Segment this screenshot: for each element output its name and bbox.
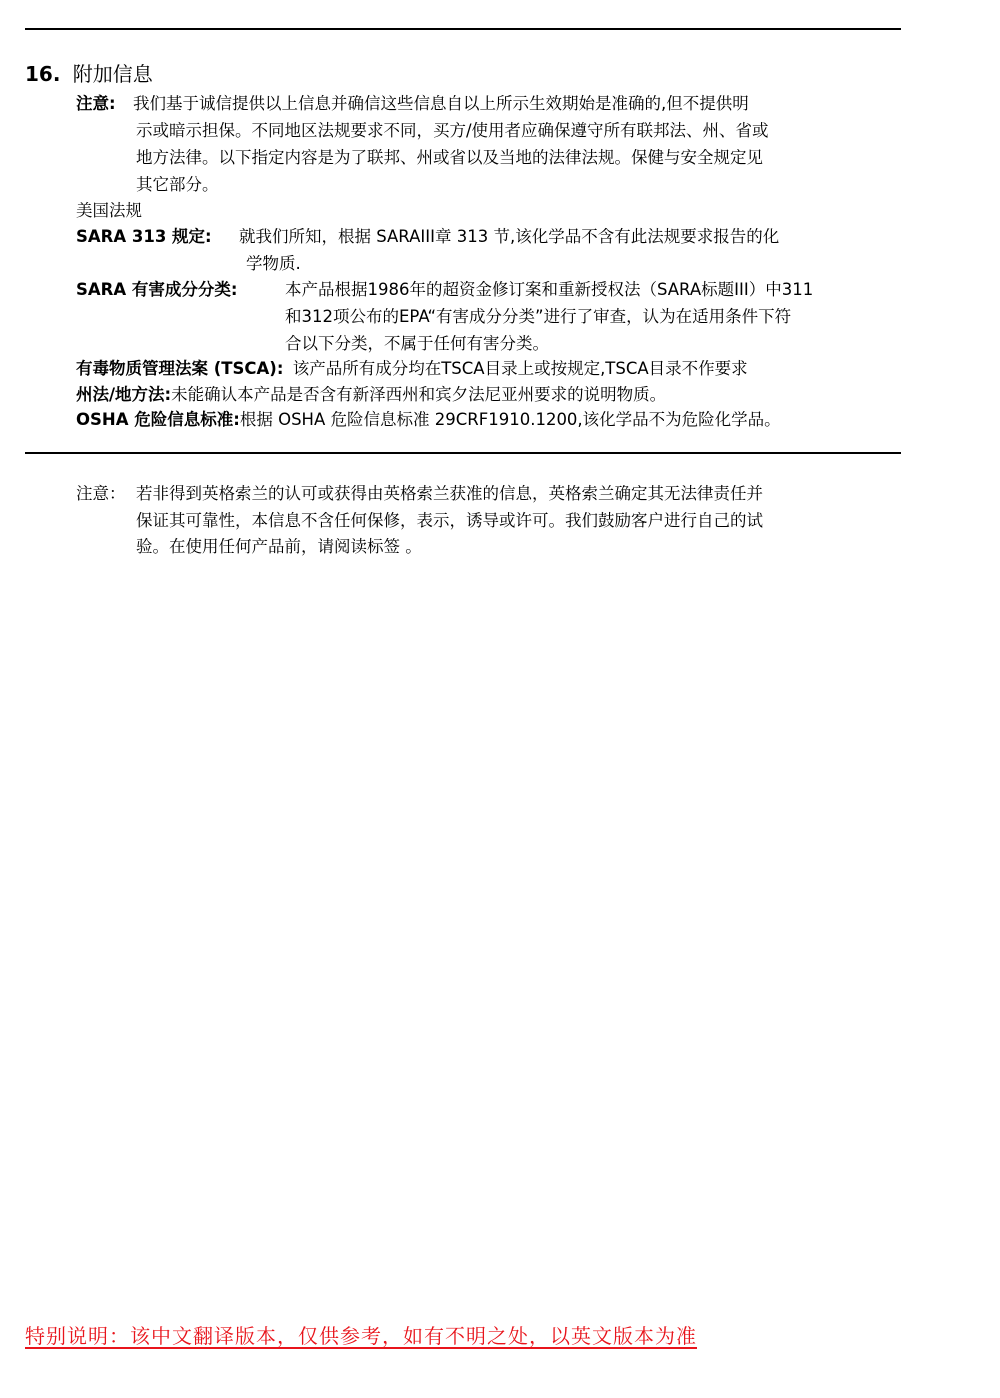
state-label: 州法/地方法: xyxy=(76,385,172,404)
tsca-label: 有毒物质管理法案 (TSCA): xyxy=(76,359,284,378)
sara313-line-1: 就我们所知，根据 SARAIII章 313 节,该化学品不含有此法规要求报告的化 xyxy=(239,227,780,246)
notice1-line-4: 其它部分。 xyxy=(136,175,219,194)
notice1-line-2: 示或暗示担保。不同地区法规要求不同，买方/使用者应确保遵守所有联邦法、州、省或 xyxy=(136,121,769,140)
state-text: 未能确认本产品是否含有新泽西州和宾夕法尼亚州要求的说明物质。 xyxy=(171,385,667,404)
sara-hazard-label: SARA 有害成分分类: xyxy=(76,280,238,299)
sara-hazard-line-2: 和312项公布的EPA“有害成分分类”进行了审查，认为在适用条件下符 xyxy=(285,307,792,326)
sara-hazard-line-3: 合以下分类，不属于任何有害分类。 xyxy=(285,334,549,353)
tsca-row xyxy=(76,355,748,382)
notice1-line-3: 地方法律。以下指定内容是为了联邦、州或省以及当地的法律法规。保健与安全规定见 xyxy=(136,148,763,167)
notice2-line-2: 保证其可靠性，本信息不含任何保修，表示，诱导或许可。我们鼓励客户进行自己的试 xyxy=(136,511,763,530)
notice1-label: 注意: xyxy=(76,94,116,113)
notice2-label: 注意： xyxy=(76,484,126,503)
us-regulations-heading: 美国法规 xyxy=(76,201,142,220)
notice1-line-1: 我们基于诚信提供以上信息并确信这些信息自以上所示生效期始是准确的,但不提供明 xyxy=(133,94,749,113)
middle-divider xyxy=(25,452,901,454)
top-divider xyxy=(25,28,901,30)
sara313-line-2: 学物质. xyxy=(246,254,301,273)
state-row xyxy=(76,381,666,408)
section-number: 16. xyxy=(25,62,61,86)
osha-row xyxy=(76,406,781,433)
sara-hazard-line-1: 本产品根据1986年的超资金修订案和重新授权法（SARA标题III）中311 xyxy=(285,280,814,299)
tsca-text: 该产品所有成分均在TSCA目录上或按规定,TSCA目录不作要求 xyxy=(292,359,748,378)
section-heading xyxy=(25,60,153,88)
osha-text: 根据 OSHA 危险信息标准 29CRF1910.1200,该化学品不为危险化学品。 xyxy=(239,410,781,429)
notice2-line-3: 验。在使用任何产品前，请阅读标签 。 xyxy=(136,537,422,556)
translation-disclaimer: 特别说明：该中文翻译版本，仅供参考，如有不明之处，以英文版本为准 xyxy=(25,1324,697,1348)
osha-label: OSHA 危险信息标准: xyxy=(76,410,240,429)
section-title: 附加信息 xyxy=(72,62,153,86)
notice2-line-1: 若非得到英格索兰的认可或获得由英格索兰获准的信息，英格索兰确定其无法律责任并 xyxy=(136,484,763,503)
sara313-label: SARA 313 规定: xyxy=(76,227,212,246)
